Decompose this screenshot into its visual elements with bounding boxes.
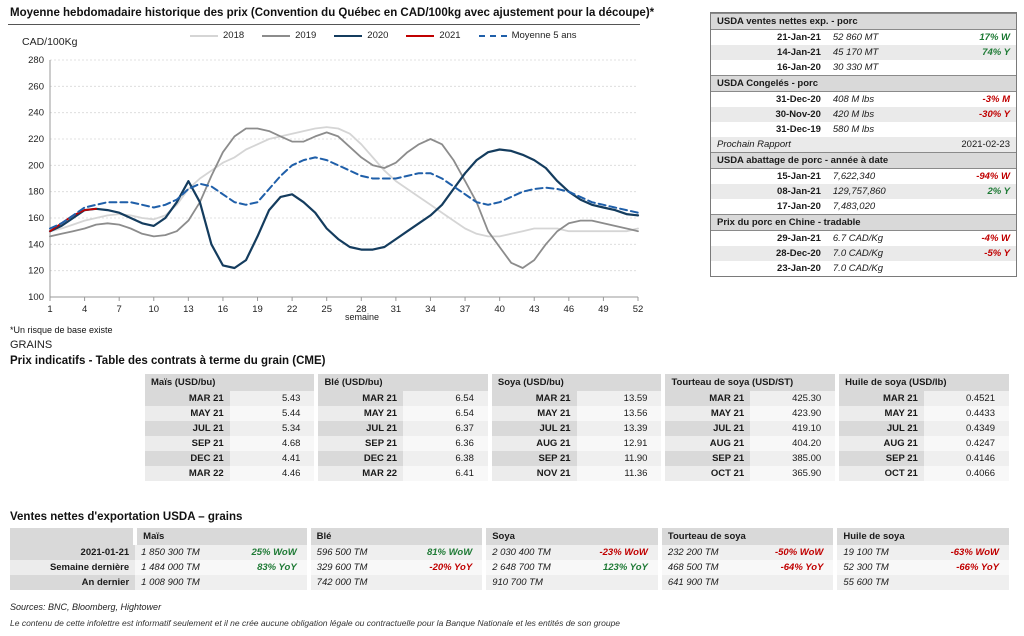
table-row <box>711 92 1016 108</box>
table-row <box>145 466 1011 481</box>
exports-quantity: 55 600 TM <box>835 575 930 590</box>
exports-quantity: 2 030 400 TM <box>484 545 579 560</box>
cme-contract-month: MAR 21 <box>663 391 750 406</box>
svg-text:220: 220 <box>28 134 44 145</box>
cme-contract-price: 11.36 <box>577 466 664 481</box>
cme-contract-price: 11.90 <box>577 451 664 466</box>
exports-change: 83% YoY <box>229 560 309 575</box>
cme-contract-month: OCT 21 <box>837 466 924 481</box>
usda-row-date: 16-Jan-20 <box>777 62 821 73</box>
usda-row-change: 74% Y <box>940 45 1016 60</box>
chart-legend <box>190 30 577 41</box>
cme-contract-price: 6.37 <box>403 421 490 436</box>
cme-contract-price: 4.41 <box>230 451 317 466</box>
table-row <box>10 560 1011 575</box>
usda-row-value: 30 330 MT <box>832 62 879 73</box>
cme-contract-price: 13.39 <box>577 421 664 436</box>
svg-text:22: 22 <box>286 304 298 315</box>
exports-section-title: Ventes nettes d'exportation USDA – grains <box>10 511 243 523</box>
legend-item-moyenne-5-ans <box>479 30 577 41</box>
usda-row-change: -5% Y <box>940 246 1016 261</box>
cme-contract-month: OCT 21 <box>663 466 750 481</box>
cme-contract-price: 6.54 <box>403 391 490 406</box>
svg-text:200: 200 <box>28 160 44 172</box>
cme-contract-month: JUL 21 <box>837 421 924 436</box>
cme-contract-price: 365.90 <box>750 466 837 481</box>
legend-label: 2020 <box>367 30 389 41</box>
cme-contract-price: 0.4349 <box>924 421 1011 436</box>
cme-contract-month: MAR 21 <box>837 391 924 406</box>
usda-section-header <box>711 76 1016 92</box>
exports-quantity: 596 500 TM <box>309 545 404 560</box>
legend-item-2018 <box>190 30 244 41</box>
exports-column-header: Huile de soya <box>835 528 1011 545</box>
cme-contract-month: MAR 21 <box>316 391 403 406</box>
next-report-row <box>711 137 1016 153</box>
cme-contract-price: 6.38 <box>403 451 490 466</box>
usda-section-title: Prix du porc en Chine - tradable <box>711 215 1016 231</box>
exports-change <box>404 575 484 590</box>
usda-row-value: 420 M lbs <box>827 107 940 122</box>
exports-column-header: Blé <box>309 528 485 545</box>
exports-column-header: Soya <box>484 528 660 545</box>
svg-text:120: 120 <box>28 265 44 277</box>
usda-row-change: 17% W <box>979 32 1010 43</box>
svg-text:43: 43 <box>528 304 540 315</box>
table-row <box>711 60 1016 76</box>
usda-row-change: -4% W <box>981 233 1010 244</box>
cme-contract-month: DEC 21 <box>145 451 230 466</box>
cme-contract-price: 12.91 <box>577 436 664 451</box>
table-row <box>145 391 1011 406</box>
exports-quantity: 910 700 TM <box>484 575 579 590</box>
cme-contract-month: AUG 21 <box>490 436 577 451</box>
table-row <box>711 184 1016 199</box>
exports-change: 25% WoW <box>229 545 309 560</box>
cme-contract-month: SEP 21 <box>837 451 924 466</box>
svg-text:16: 16 <box>217 304 229 315</box>
table-row <box>711 231 1016 247</box>
cme-contract-price: 6.41 <box>403 466 490 481</box>
usda-section-title: USDA ventes nettes exp. - porc <box>711 14 1016 30</box>
exports-row-label: 2021-01-21 <box>10 545 135 560</box>
exports-change <box>229 575 309 590</box>
cme-contract-price: 4.68 <box>230 436 317 451</box>
usda-row-date: 30-Nov-20 <box>711 107 827 122</box>
cme-contract-month: MAR 22 <box>316 466 403 481</box>
exports-quantity: 52 300 TM <box>835 560 930 575</box>
exports-row-label: An dernier <box>10 575 135 590</box>
next-report-label: Prochain Rapport <box>711 137 827 153</box>
exports-change: 81% WoW <box>404 545 484 560</box>
svg-text:1: 1 <box>47 304 53 315</box>
usda-row-date: 29-Jan-21 <box>777 233 821 244</box>
table-row <box>711 30 1016 46</box>
exports-header-row <box>10 528 1011 545</box>
cme-contract-month: JUL 21 <box>316 421 403 436</box>
cme-contract-month: MAY 21 <box>837 406 924 421</box>
grains-section-label: GRAINS <box>10 339 53 351</box>
cme-contract-month: AUG 21 <box>837 436 924 451</box>
cme-contract-month: MAR 21 <box>490 391 577 406</box>
cme-contract-price: 0.4247 <box>924 436 1011 451</box>
usda-row-date: 31-Dec-19 <box>776 124 821 135</box>
exports-quantity: 329 600 TM <box>309 560 404 575</box>
usda-row-change <box>940 261 1016 276</box>
exports-quantity: 641 900 TM <box>660 575 755 590</box>
usda-row-change: -30% Y <box>940 107 1016 122</box>
usda-section-title: USDA Congelés - porc <box>711 76 1016 92</box>
x-axis-label: semaine <box>345 312 380 322</box>
chart-footnote: *Un risque de base existe <box>10 325 113 335</box>
svg-text:260: 260 <box>28 81 44 93</box>
table-row <box>145 406 1011 421</box>
cme-contract-month: JUL 21 <box>663 421 750 436</box>
legend-item-2020 <box>334 30 388 41</box>
usda-table <box>711 13 1016 276</box>
table-row <box>711 122 1016 137</box>
table-row <box>711 45 1016 60</box>
usda-row-value: 7,622,340 <box>832 171 876 182</box>
usda-section-header <box>711 215 1016 231</box>
exports-quantity: 19 100 TM <box>835 545 930 560</box>
usda-row-change <box>940 122 1016 137</box>
svg-text:19: 19 <box>252 304 263 315</box>
cme-contract-month: JUL 21 <box>490 421 577 436</box>
usda-row-value: 7.0 CAD/Kg <box>827 246 940 261</box>
usda-row-date: 21-Jan-21 <box>777 32 821 43</box>
usda-row-value: 7,483,020 <box>832 201 876 212</box>
svg-text:140: 140 <box>28 239 44 251</box>
usda-panel <box>710 12 1017 277</box>
cme-contract-price: 5.43 <box>230 391 317 406</box>
svg-text:28: 28 <box>356 304 367 315</box>
cme-contract-price: 6.36 <box>403 436 490 451</box>
cme-contract-price: 5.44 <box>230 406 317 421</box>
svg-text:100: 100 <box>28 292 44 303</box>
table-row <box>711 169 1016 185</box>
exports-change: -66% YoY <box>931 560 1011 575</box>
svg-text:180: 180 <box>28 186 44 198</box>
usda-row-value: 52 860 MT <box>832 32 879 43</box>
exports-quantity: 232 200 TM <box>660 545 755 560</box>
cme-contract-month: AUG 21 <box>663 436 750 451</box>
svg-text:13: 13 <box>183 304 194 315</box>
table-row <box>711 261 1016 276</box>
cme-contract-month: JUL 21 <box>145 421 230 436</box>
exports-column-header: Maïs <box>135 528 309 545</box>
exports-change <box>931 575 1011 590</box>
exports-quantity: 742 000 TM <box>309 575 404 590</box>
cme-contract-price: 6.54 <box>403 406 490 421</box>
cme-section-title: Prix indicatifs - Table des contrats à terme du grain (CME) <box>10 355 326 367</box>
cme-contract-price: 419.10 <box>750 421 837 436</box>
price-chart <box>8 52 648 327</box>
cme-contract-price: 0.4066 <box>924 466 1011 481</box>
cme-contract-price: 13.59 <box>577 391 664 406</box>
cme-contract-price: 13.56 <box>577 406 664 421</box>
table-row <box>145 451 1011 466</box>
svg-text:7: 7 <box>116 304 122 315</box>
cme-contract-month: SEP 21 <box>316 436 403 451</box>
exports-change: -20% YoY <box>404 560 484 575</box>
exports-row-label: Semaine dernière <box>10 560 135 575</box>
cme-contract-price: 0.4433 <box>924 406 1011 421</box>
legend-label: 2019 <box>295 30 317 41</box>
table-row <box>10 575 1011 590</box>
cme-column-header: Tourteau de soya (USD/ST) <box>663 374 837 391</box>
svg-text:10: 10 <box>148 304 160 315</box>
cme-contract-price: 404.20 <box>750 436 837 451</box>
svg-text:46: 46 <box>563 304 575 315</box>
legend-label: 2021 <box>439 30 461 41</box>
svg-text:4: 4 <box>81 304 88 315</box>
table-row <box>711 199 1016 215</box>
exports-quantity: 1 850 300 TM <box>135 545 228 560</box>
usda-row-date: 08-Jan-21 <box>711 184 827 199</box>
usda-row-value: 7.0 CAD/Kg <box>832 263 884 274</box>
usda-row-value: 408 M lbs <box>832 94 875 105</box>
cme-contract-month: MAR 21 <box>145 391 230 406</box>
cme-futures-table <box>145 374 1013 481</box>
usda-row-date: 15-Jan-21 <box>777 171 821 182</box>
cme-contract-month: DEC 21 <box>316 451 403 466</box>
usda-row-date: 28-Dec-20 <box>711 246 827 261</box>
table-row <box>711 246 1016 261</box>
svg-text:280: 280 <box>28 55 44 66</box>
table-row <box>711 107 1016 122</box>
usda-row-value: 45 170 MT <box>827 45 940 60</box>
svg-text:34: 34 <box>425 304 436 315</box>
usda-row-date: 14-Jan-21 <box>711 45 827 60</box>
exports-change: 123% YoY <box>580 560 660 575</box>
usda-section-title: USDA abattage de porc - année à date <box>711 153 1016 169</box>
exports-quantity: 1 008 900 TM <box>135 575 228 590</box>
svg-text:160: 160 <box>28 213 44 224</box>
cme-contract-month: MAY 21 <box>316 406 403 421</box>
cme-contract-month: SEP 21 <box>145 436 230 451</box>
legend-swatch <box>406 35 434 37</box>
cme-contract-price: 4.46 <box>230 466 317 481</box>
cme-contract-price: 425.30 <box>750 391 837 406</box>
table-row <box>10 545 1011 560</box>
exports-change: -63% WoW <box>931 545 1011 560</box>
exports-column-header <box>10 528 135 545</box>
disclaimer-text: Le contenu de cette infolettre est informatif seulement et il ne crée aucune obligation légale ou contractuelle pour la Banque Nationale et les entités de son groupe <box>10 618 621 628</box>
legend-label: 2018 <box>223 30 245 41</box>
usda-row-value: 129,757,860 <box>827 184 940 199</box>
svg-text:49: 49 <box>598 304 609 315</box>
cme-header-row <box>145 374 1011 391</box>
cme-column-header: Maïs (USD/bu) <box>145 374 316 391</box>
usda-row-date: 31-Dec-20 <box>776 94 821 105</box>
cme-contract-price: 0.4521 <box>924 391 1011 406</box>
cme-contract-month: MAY 21 <box>145 406 230 421</box>
title-divider <box>8 24 640 25</box>
usda-row-change: -3% M <box>982 94 1010 105</box>
exports-quantity: 468 500 TM <box>660 560 755 575</box>
exports-change: -50% WoW <box>755 545 835 560</box>
table-row <box>145 421 1011 436</box>
cme-column-header: Huile de soya (USD/lb) <box>837 374 1011 391</box>
svg-text:40: 40 <box>494 304 505 315</box>
exports-change: -64% YoY <box>755 560 835 575</box>
chart-canvas <box>8 52 648 327</box>
legend-item-2021 <box>406 30 460 41</box>
next-report-date: 2021-02-23 <box>827 137 1016 153</box>
legend-item-2019 <box>262 30 316 41</box>
svg-text:52: 52 <box>632 304 644 315</box>
usda-row-value: 580 M lbs <box>832 124 875 135</box>
legend-swatch <box>479 35 507 37</box>
cme-contract-price: 423.90 <box>750 406 837 421</box>
usda-row-change: -94% W <box>976 171 1010 182</box>
usda-row-change <box>940 60 1016 76</box>
legend-label: Moyenne 5 ans <box>511 30 577 41</box>
exports-column-header: Tourteau de soya <box>660 528 836 545</box>
cme-contract-month: SEP 21 <box>490 451 577 466</box>
cme-contract-price: 5.34 <box>230 421 317 436</box>
legend-swatch <box>334 35 362 37</box>
cme-contract-month: NOV 21 <box>490 466 577 481</box>
sources-text: Sources: BNC, Bloomberg, Hightower <box>10 602 162 612</box>
usda-exports-table <box>10 528 1013 590</box>
exports-change <box>580 575 660 590</box>
cme-contract-month: MAR 22 <box>145 466 230 481</box>
exports-change: -23% WoW <box>580 545 660 560</box>
svg-text:240: 240 <box>28 107 44 119</box>
table-row <box>145 436 1011 451</box>
cme-contract-price: 0.4146 <box>924 451 1011 466</box>
cme-contract-month: MAY 21 <box>490 406 577 421</box>
exports-change <box>755 575 835 590</box>
usda-row-value: 6.7 CAD/Kg <box>832 233 884 244</box>
cme-column-header: Blé (USD/bu) <box>316 374 489 391</box>
usda-row-change: 2% Y <box>940 184 1016 199</box>
svg-text:31: 31 <box>390 304 402 315</box>
usda-row-date: 17-Jan-20 <box>777 201 821 212</box>
cme-contract-month: MAY 21 <box>663 406 750 421</box>
usda-section-header <box>711 153 1016 169</box>
cme-contract-month: SEP 21 <box>663 451 750 466</box>
usda-section-header <box>711 14 1016 30</box>
usda-row-change <box>940 199 1016 215</box>
exports-quantity: 1 484 000 TM <box>135 560 228 575</box>
y-axis-unit-label: CAD/100Kg <box>22 36 78 48</box>
svg-text:37: 37 <box>459 304 471 315</box>
cme-contract-price: 385.00 <box>750 451 837 466</box>
svg-text:25: 25 <box>321 304 332 315</box>
legend-swatch <box>190 35 218 37</box>
cme-column-header: Soya (USD/bu) <box>490 374 664 391</box>
page-title: Moyenne hebdomadaire historique des prix (Convention du Québec en CAD/100kg avec ajustement pour la découpe)* <box>10 7 655 19</box>
usda-row-date: 23-Jan-20 <box>777 263 821 274</box>
exports-quantity: 2 648 700 TM <box>484 560 579 575</box>
legend-swatch <box>262 35 290 37</box>
